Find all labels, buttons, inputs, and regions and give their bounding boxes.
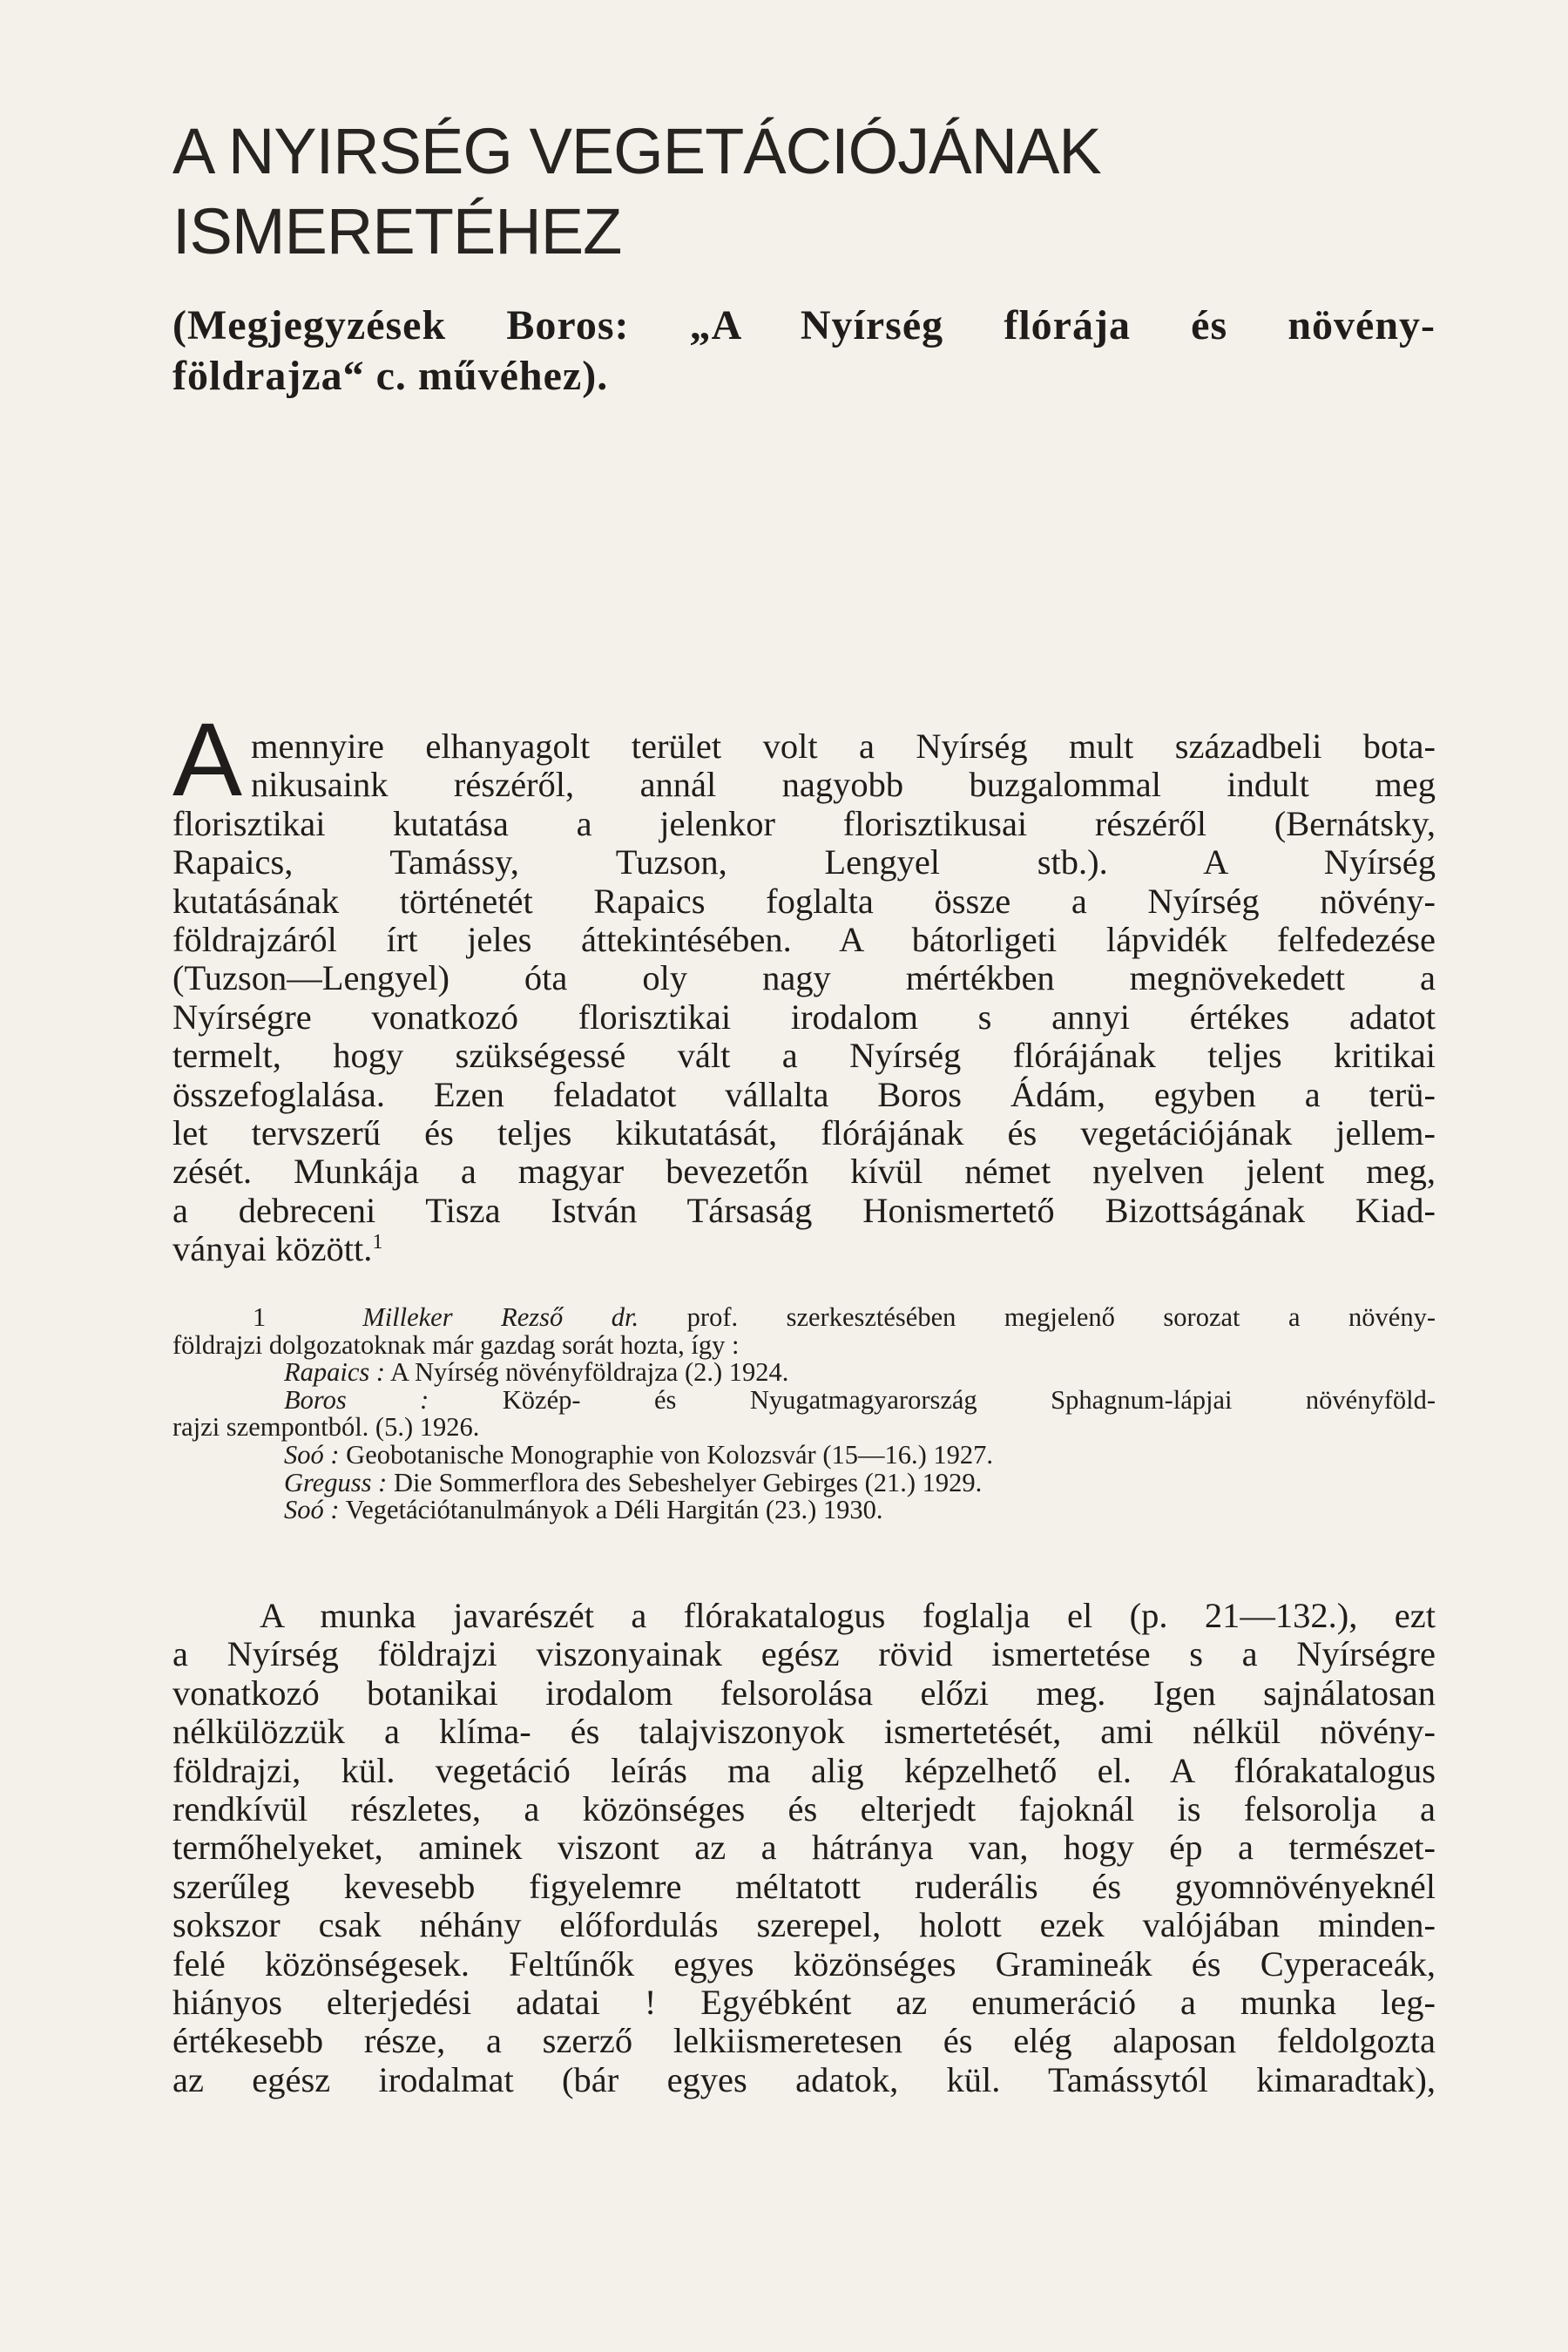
footnote-line <box>172 1304 1436 1332</box>
title-line-1: A NYIRSÉG VEGETÁCIÓJÁNAK <box>172 115 1101 187</box>
text-line: szerűleg kevesebb figyelemre méltatott ruderális és gyomnövényeknél <box>172 1866 1436 1906</box>
text-line: nélkülözzük a klíma- és talajviszonyok ismertetését, ami nélkül növény- <box>172 1712 1436 1752</box>
text-line: florisztikai kutatása a jelenkor florisztikusai részéről (Bernátsky, <box>172 803 1436 843</box>
paragraph-1 <box>172 727 1436 1269</box>
footnote-text: Vegetációtanulmányok a Déli Hargitán (23.) 1930. <box>345 1495 883 1525</box>
text-line: a debreceni Tisza István Társaság Honismertető Bizottságának Kiad- <box>172 1190 1436 1230</box>
footnote-author: Milleker Rezső dr. <box>362 1302 639 1332</box>
text-line: felé közönségesek. Feltűnők egyes közönséges Gramineák és Cyperaceák, <box>172 1943 1436 1984</box>
footnote-author: Soó : <box>284 1439 340 1470</box>
footnotes <box>172 1304 1436 1524</box>
footnote-item <box>172 1497 1436 1524</box>
footnote-item <box>172 1359 1436 1387</box>
text-line: A munka javarészét a flórakatalogus foglalja el (p. 21—132.), ezt <box>260 1596 1436 1635</box>
text-line: az egész irodalmat (bár egyes adatok, kül. Tamássytól kimaradtak), <box>172 2059 1436 2099</box>
text-line: Nyírségre vonatkozó florisztikai irodalom s annyi értékes adatot <box>172 997 1436 1037</box>
footnote-item <box>172 1384 1436 1415</box>
footnote-text: Die Sommerflora des Sebeshelyer Gebirges (21.) 1929. <box>393 1467 983 1497</box>
footnote-item <box>172 1467 1436 1497</box>
footnote-text: Geobotanische Monographie von Kolozsvár (15—16.) 1927. <box>346 1439 994 1470</box>
subtitle-line-1: (Megjegyzések Boros: „A Nyírség flórája és növény- <box>172 302 1436 348</box>
text-line: nikusaink részéről, annál nagyobb buzgalommal indult meg <box>251 765 1436 805</box>
text-line: értékesebb része, a szerző lelkiismeretesen és elég alaposan feldolgozta <box>172 2021 1436 2061</box>
subtitle-line-2: földrajza“ c. művéhez). <box>172 353 609 399</box>
text-line-content: ványai között. <box>172 1229 373 1269</box>
text-line: termelt, hogy szükségessé vált a Nyírség flórájának teljes kritikai <box>172 1036 1436 1076</box>
text-line: összefoglalása. Ezen feladatot vállalta Boros Ádám, egyben a terü- <box>172 1074 1436 1114</box>
footnote-item <box>172 1439 1436 1470</box>
drop-cap: A <box>172 701 243 818</box>
article-subtitle <box>172 301 1436 402</box>
footnote-text: Közép- és Nyugatmagyarország Sphagnum-lápjai növényföld- <box>502 1384 1436 1415</box>
article-title <box>172 112 1392 272</box>
paragraph-2 <box>172 1597 1436 2099</box>
footnote-author: Greguss : <box>284 1467 388 1497</box>
footnote-author: Boros : <box>284 1384 429 1415</box>
footnote-line: földrajzi dolgozatoknak már gazdag sorát hozta, így : <box>172 1329 740 1360</box>
text-line: sokszor csak néhány előfordulás szerepel, holott ezek valójában minden- <box>172 1905 1436 1945</box>
text-line: Rapaics, Tamássy, Tuzson, Lengyel stb.). A Nyírség <box>172 842 1436 882</box>
text-line: vonatkozó botanikai irodalom felsorolása előzi meg. Igen sajnálatosan <box>172 1673 1436 1713</box>
footnote-reference: 1 <box>372 1231 383 1254</box>
footnote-line: rajzi szempontból. (5.) 1926. <box>172 1412 480 1443</box>
text-line: kutatásának történetét Rapaics foglalta össze a Nyírség növény- <box>172 881 1436 921</box>
footnote-text: A Nyírség növényföldrajza (2.) 1924. <box>390 1357 789 1388</box>
text-line: zését. Munkája a magyar bevezetőn kívül német nyelven jelent meg, <box>172 1152 1436 1192</box>
text-line: földrajzáról írt jeles áttekintésében. A bátorligeti lápvidék felfedezése <box>172 920 1436 960</box>
footnote-marker: 1 <box>253 1302 267 1332</box>
footnote-author: Rapaics : <box>284 1357 386 1388</box>
footnote-author: Soó : <box>284 1495 340 1525</box>
text-line: földrajzi, kül. vegetáció leírás ma alig képzelhető el. A flórakatalogus <box>172 1750 1436 1790</box>
text-line: (Tuzson—Lengyel) óta oly nagy mértékben megnövekedett a <box>172 958 1436 998</box>
text-line: hiányos elterjedési adatai ! Egyébként az enumeráció a munka leg- <box>172 1983 1436 2023</box>
text-line: a Nyírség földrajzi viszonyainak egész rövid ismertetése s a Nyírségre <box>172 1634 1436 1674</box>
text-line: let tervszerű és teljes kikutatását, flórájának és vegetációjának jellem- <box>172 1113 1436 1153</box>
text-line <box>172 1230 1436 1268</box>
text-line: mennyire elhanyagolt terület volt a Nyírség mult századbeli bota- <box>251 727 1436 766</box>
footnote-text: prof. szerkesztésében megjelenő sorozat a növény- <box>686 1302 1436 1332</box>
title-line-2: ISMERETÉHEZ <box>172 195 622 267</box>
text-line: rendkívül részletes, a közönséges és elterjedt fajoknál is felsorolja a <box>172 1789 1436 1829</box>
text-line: termőhelyeket, aminek viszont az a hátránya van, hogy ép a természet- <box>172 1828 1436 1868</box>
